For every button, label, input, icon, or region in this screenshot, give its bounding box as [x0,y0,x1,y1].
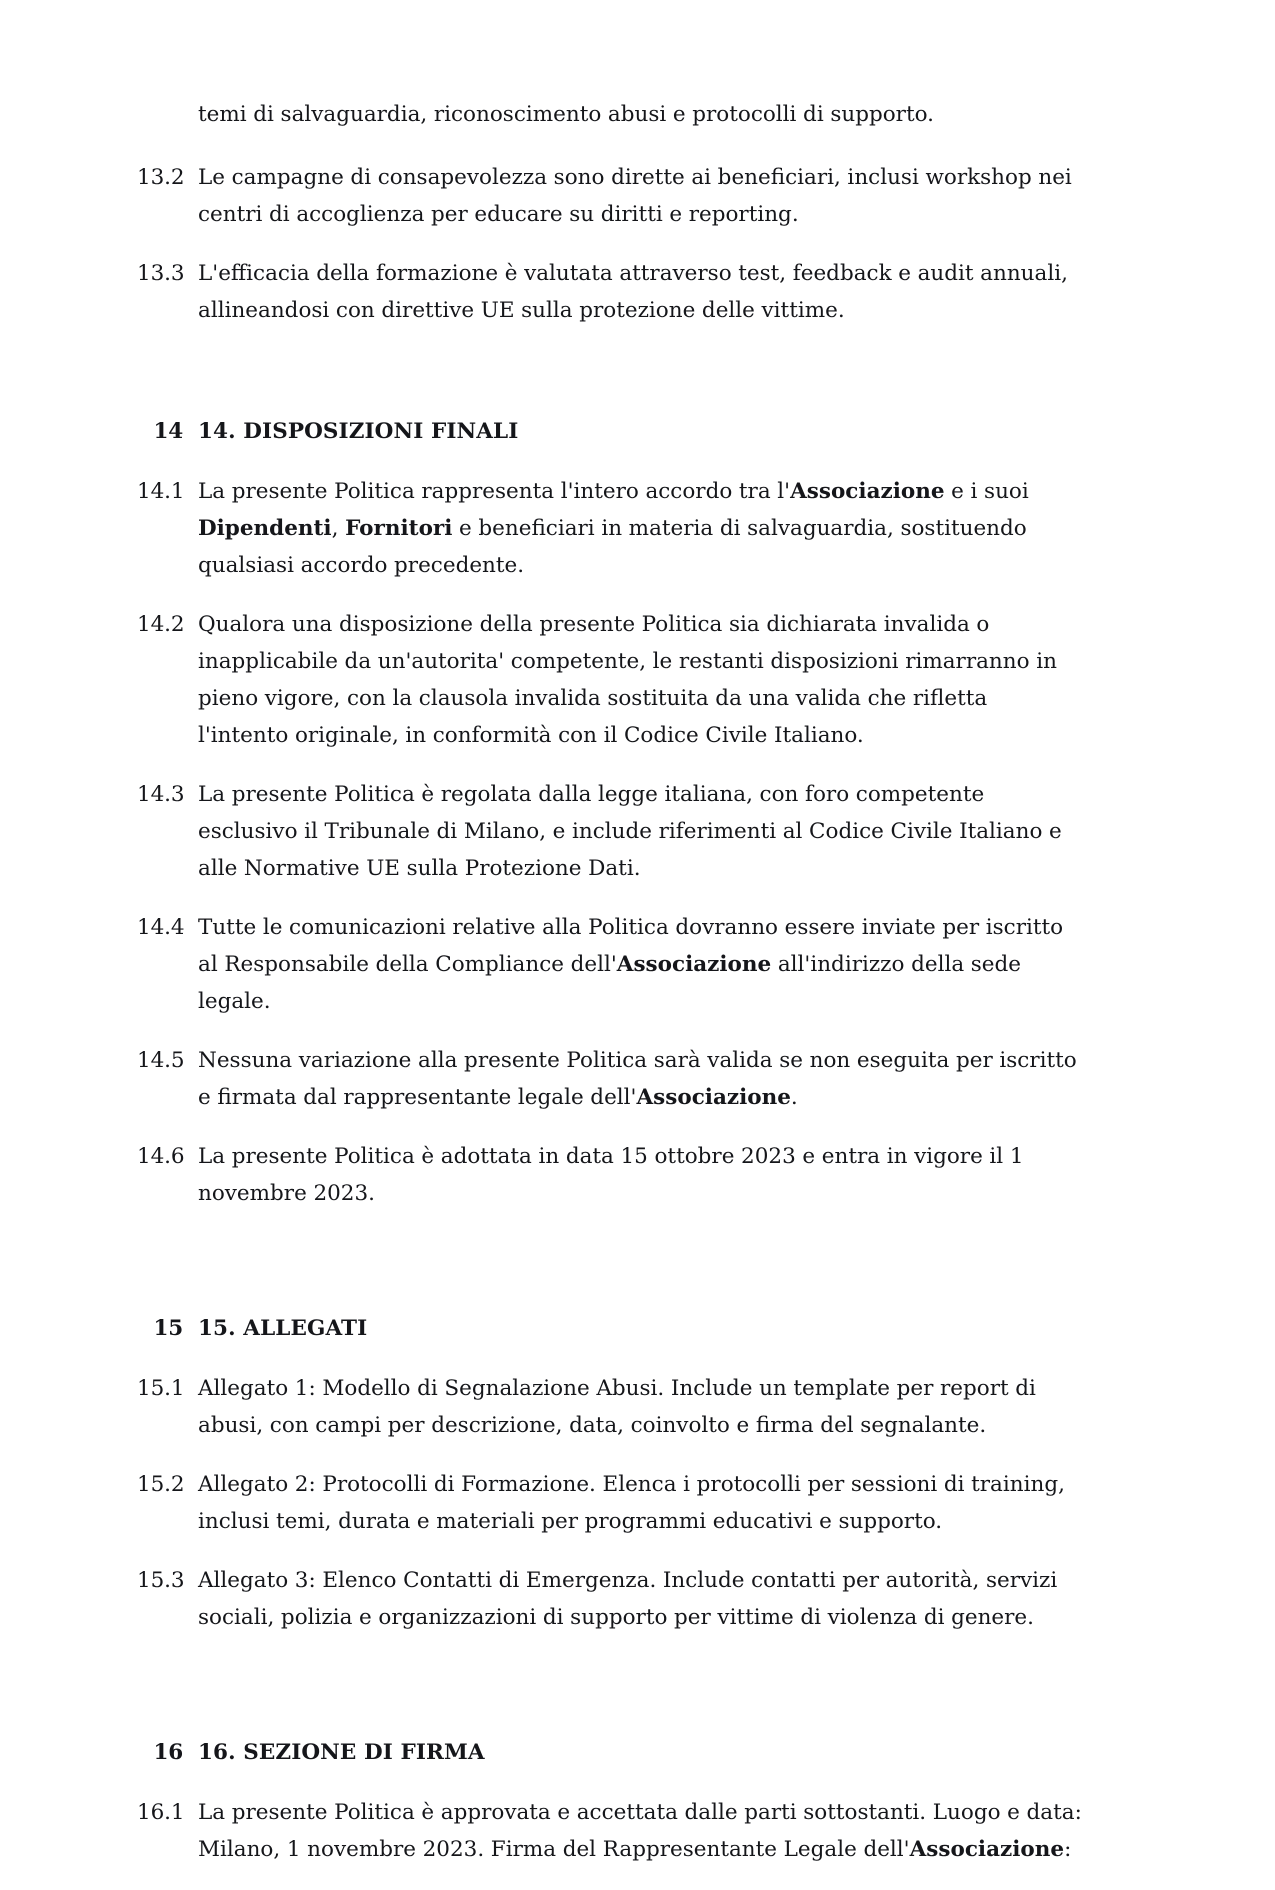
clause-text [198,473,1082,584]
clause-14-6 [137,1138,1082,1212]
clause-text: temi di salvaguardia, riconoscimento abusi e protocolli di supporto. [198,102,935,127]
section-title: 14. DISPOSIZIONI FINALI [198,419,519,444]
section-spacer [137,1234,1082,1312]
text-run: La presente Politica rappresenta l'intero accordo tra l' [198,479,791,504]
text-run: e i suoi [944,479,1029,504]
clause-number: 14.6 [137,1144,185,1169]
heading-spacer [137,1346,1082,1370]
clause-15-1 [137,1370,1082,1444]
clause-text [198,1042,1082,1116]
section-spacer [137,351,1082,415]
clause-text: Allegato 1: Modello di Segnalazione Abusi. Include un template per report di abusi, con campi per descrizione, data, coinvolto e firma del segnalante. [198,1376,1036,1438]
clause-number: 15.2 [137,1472,185,1497]
section-spacer [137,1658,1082,1736]
heading-15 [137,1312,1082,1346]
clause-14-1 [137,473,1082,584]
text-run: . [790,1085,798,1110]
emphasis-term: Associazione [909,1837,1065,1862]
clause-14-5 [137,1042,1082,1116]
clause-14-4 [137,909,1082,1020]
text-run: all'indirizzo della sede legale. [198,952,1022,1014]
document-body [137,96,1082,1890]
section-title: 15. ALLEGATI [198,1316,368,1341]
clause-text: Qualora una disposizione della presente Politica sia dichiarata invalida o inapplicabile da un'autorita' competente, le restanti disposizioni rimarranno in pieno vigore, con la clausola invalida sostituita da una valida che rifletta l'intento originale, in conformità con il Codice Civile Italiano. [198,612,1057,748]
clause-number: 14.1 [137,479,185,504]
clause-text [198,1794,1082,1868]
clause-number: 13.3 [137,261,185,286]
heading-14 [137,415,1082,449]
emphasis-term: Fornitori [345,516,453,541]
text-run: La presente Politica è approvata e accettata dalle parti sottostanti. Luogo e data: Milano, 1 novembre 2023. Firma del Rappresentante Legale dell' [198,1800,1082,1862]
clause-text [198,909,1082,1020]
clause-number: 13.2 [137,165,185,190]
section-title: 16. SEZIONE DI FIRMA [198,1740,485,1765]
clause-text: La presente Politica è regolata dalla legge italiana, con foro competente esclusivo il Tribunale di Milano, e include riferimenti al Codice Civile Italiano e alle Normative UE sulla Protezione Dati. [198,782,1062,881]
paragraph-13-1-continuation [137,96,1082,133]
clause-13-2 [137,159,1082,233]
clause-number: 16.1 [137,1800,185,1825]
text-run: Nessuna variazione alla presente Politica sarà valida se non eseguita per iscritto e firmata dal rappresentante legale dell' [198,1048,1077,1110]
clause-text: Allegato 2: Protocolli di Formazione. Elenca i protocolli per sessioni di training, inclusi temi, durata e materiali per programmi educativi e supporto. [198,1472,1065,1534]
heading-spacer [137,1770,1082,1794]
clause-text: La presente Politica è adottata in data 15 ottobre 2023 e entra in vigore il 1 novembre 2023. [198,1144,1024,1206]
clause-number: 14.2 [137,612,185,637]
emphasis-term: Associazione [790,479,945,504]
clause-13-3 [137,255,1082,329]
section-number: 15 [153,1316,183,1341]
text-run: : [1064,1837,1072,1862]
clause-16-1 [137,1794,1082,1868]
section-number: 14 [153,419,183,444]
clause-text: L'efficacia della formazione è valutata attraverso test, feedback e audit annuali, allineandosi con direttive UE sulla protezione delle vittime. [198,261,1068,323]
clause-15-3 [137,1562,1082,1636]
emphasis-term: Dipendenti [198,516,332,541]
clause-number: 14.4 [137,915,185,940]
text-run: , [331,516,346,541]
emphasis-term: Associazione [616,952,772,977]
emphasis-term: Associazione [636,1085,791,1110]
clause-14-3 [137,776,1082,887]
clause-number: 15.3 [137,1568,185,1593]
heading-16 [137,1736,1082,1770]
text-run: Tutte le comunicazioni relative alla Politica dovranno essere inviate per iscritto al Responsabile della Compliance dell' [198,915,1064,977]
clause-15-2 [137,1466,1082,1540]
clause-text: Le campagne di consapevolezza sono dirette ai beneficiari, inclusi workshop nei centri di accoglienza per educare su diritti e reporting. [198,165,1072,227]
section-number: 16 [153,1740,183,1765]
clause-14-2 [137,606,1082,754]
clause-text: Allegato 3: Elenco Contatti di Emergenza. Include contatti per autorità, servizi sociali, polizia e organizzazioni di supporto per vittime di violenza di genere. [198,1568,1058,1630]
heading-spacer [137,449,1082,473]
text-run: e beneficiari in materia di salvaguardia, sostituendo qualsiasi accordo precedente. [198,516,1027,578]
clause-number: 14.3 [137,782,185,807]
clause-number: 14.5 [137,1048,185,1073]
clause-number: 15.1 [137,1376,185,1401]
